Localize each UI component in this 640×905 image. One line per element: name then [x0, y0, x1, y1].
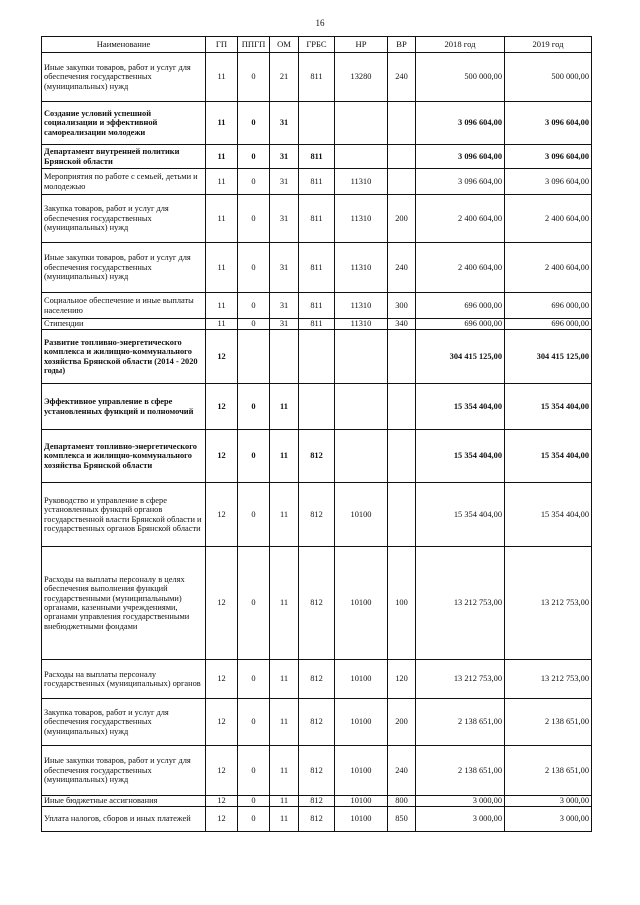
cell-y2019: 2 138 651,00 [505, 746, 592, 796]
cell-name: Департамент топливно-энергетического комплекса и жилищно-коммунального хозяйства Брянской области [42, 430, 206, 483]
cell-vr [388, 169, 416, 195]
table-row [42, 169, 592, 195]
cell-vr: 240 [388, 53, 416, 102]
cell-y2019: 15 354 404,00 [505, 384, 592, 430]
cell-ppgp: 0 [238, 293, 270, 319]
cell-name: Мероприятия по работе с семьей, детьми и молодежью [42, 169, 206, 195]
header-row [42, 37, 592, 53]
cell-grbs: 812 [299, 746, 335, 796]
cell-y2018: 696 000,00 [416, 319, 505, 330]
cell-om: 31 [270, 195, 299, 243]
cell-np: 11310 [335, 195, 388, 243]
cell-name: Руководство и управление в сфере установленных функций органов государственной власти Брянской области и государственных органов Брянской области [42, 483, 206, 547]
cell-grbs: 811 [299, 319, 335, 330]
cell-name: Уплата налогов, сборов и иных платежей [42, 807, 206, 832]
cell-gp: 12 [206, 807, 238, 832]
cell-np: 11310 [335, 169, 388, 195]
cell-ppgp: 0 [238, 660, 270, 699]
table-row [42, 430, 592, 483]
cell-ppgp: 0 [238, 169, 270, 195]
cell-y2018: 15 354 404,00 [416, 483, 505, 547]
cell-vr [388, 483, 416, 547]
cell-np [335, 330, 388, 384]
cell-y2018: 500 000,00 [416, 53, 505, 102]
cell-np: 10100 [335, 547, 388, 660]
cell-y2019: 2 400 604,00 [505, 243, 592, 293]
cell-ppgp: 0 [238, 547, 270, 660]
cell-name: Расходы на выплаты персоналу в целях обеспечения выполнения функций государственными (муниципальными) органами, казенными учреждениями, органами управления государственными внебюджетными фондами [42, 547, 206, 660]
cell-ppgp: 0 [238, 746, 270, 796]
cell-vr: 340 [388, 319, 416, 330]
cell-grbs [299, 330, 335, 384]
cell-gp: 12 [206, 430, 238, 483]
cell-y2019: 2 138 651,00 [505, 699, 592, 746]
cell-y2019: 3 096 604,00 [505, 145, 592, 169]
cell-om: 11 [270, 660, 299, 699]
cell-np [335, 430, 388, 483]
budget-table [41, 36, 592, 832]
table-row [42, 243, 592, 293]
cell-ppgp: 0 [238, 319, 270, 330]
cell-om: 11 [270, 430, 299, 483]
cell-grbs: 812 [299, 430, 335, 483]
cell-vr [388, 430, 416, 483]
cell-name: Социальное обеспечение и иные выплаты населению [42, 293, 206, 319]
cell-om: 31 [270, 243, 299, 293]
cell-y2019: 500 000,00 [505, 53, 592, 102]
table-row [42, 53, 592, 102]
cell-vr: 200 [388, 699, 416, 746]
cell-gp: 12 [206, 547, 238, 660]
cell-om: 31 [270, 169, 299, 195]
cell-y2019: 15 354 404,00 [505, 483, 592, 547]
cell-gp: 12 [206, 699, 238, 746]
cell-y2018: 3 000,00 [416, 807, 505, 832]
cell-om: 11 [270, 483, 299, 547]
cell-om: 11 [270, 547, 299, 660]
cell-np [335, 102, 388, 145]
cell-gp: 11 [206, 195, 238, 243]
cell-y2018: 3 000,00 [416, 796, 505, 807]
cell-vr [388, 145, 416, 169]
cell-ppgp: 0 [238, 807, 270, 832]
cell-vr: 240 [388, 746, 416, 796]
cell-om: 11 [270, 384, 299, 430]
header-grbs: ГРБС [299, 37, 335, 53]
cell-vr: 300 [388, 293, 416, 319]
table-row [42, 547, 592, 660]
cell-np [335, 384, 388, 430]
cell-om: 21 [270, 53, 299, 102]
cell-y2019: 13 212 753,00 [505, 547, 592, 660]
table-row [42, 807, 592, 832]
cell-om: 11 [270, 796, 299, 807]
cell-gp: 11 [206, 102, 238, 145]
cell-y2019: 3 000,00 [505, 807, 592, 832]
cell-vr: 120 [388, 660, 416, 699]
table-row [42, 483, 592, 547]
table-row [42, 699, 592, 746]
header-2018: 2018 год [416, 37, 505, 53]
cell-vr [388, 330, 416, 384]
cell-grbs: 812 [299, 796, 335, 807]
cell-grbs: 811 [299, 53, 335, 102]
cell-name: Иные закупки товаров, работ и услуг для обеспечения государственных (муниципальных) нужд [42, 243, 206, 293]
cell-y2019: 2 400 604,00 [505, 195, 592, 243]
cell-y2018: 2 138 651,00 [416, 746, 505, 796]
cell-om: 31 [270, 102, 299, 145]
cell-ppgp: 0 [238, 102, 270, 145]
table-row [42, 145, 592, 169]
cell-y2018: 3 096 604,00 [416, 102, 505, 145]
table-row [42, 330, 592, 384]
cell-y2018: 2 400 604,00 [416, 243, 505, 293]
table-row [42, 746, 592, 796]
table-row [42, 384, 592, 430]
cell-y2019: 304 415 125,00 [505, 330, 592, 384]
table-row [42, 796, 592, 807]
cell-gp: 11 [206, 243, 238, 293]
cell-y2018: 2 138 651,00 [416, 699, 505, 746]
cell-om: 11 [270, 699, 299, 746]
cell-y2019: 696 000,00 [505, 319, 592, 330]
cell-vr: 240 [388, 243, 416, 293]
cell-np: 11310 [335, 319, 388, 330]
cell-y2018: 15 354 404,00 [416, 384, 505, 430]
cell-np: 10100 [335, 699, 388, 746]
header-gp: ГП [206, 37, 238, 53]
cell-np [335, 145, 388, 169]
cell-ppgp: 0 [238, 430, 270, 483]
cell-y2019: 3 000,00 [505, 796, 592, 807]
header-np: НР [335, 37, 388, 53]
cell-y2018: 3 096 604,00 [416, 145, 505, 169]
cell-ppgp: 0 [238, 699, 270, 746]
cell-name: Развитие топливно-энергетического комплекса и жилищно-коммунального хозяйства Брянской области (2014 - 2020 годы) [42, 330, 206, 384]
cell-name: Департамент внутренней политики Брянской области [42, 145, 206, 169]
cell-grbs [299, 384, 335, 430]
header-om: ОМ [270, 37, 299, 53]
header-vr: ВР [388, 37, 416, 53]
cell-om: 11 [270, 746, 299, 796]
cell-y2019: 3 096 604,00 [505, 102, 592, 145]
cell-np: 10100 [335, 660, 388, 699]
table-row [42, 660, 592, 699]
cell-gp: 12 [206, 483, 238, 547]
cell-grbs: 811 [299, 243, 335, 293]
cell-grbs: 812 [299, 807, 335, 832]
cell-vr: 200 [388, 195, 416, 243]
cell-grbs: 812 [299, 483, 335, 547]
cell-y2018: 696 000,00 [416, 293, 505, 319]
table-row [42, 293, 592, 319]
table-row [42, 195, 592, 243]
cell-np: 10100 [335, 796, 388, 807]
cell-om: 31 [270, 293, 299, 319]
cell-name: Закупка товаров, работ и услуг для обеспечения государственных (муниципальных) нужд [42, 195, 206, 243]
cell-gp: 11 [206, 293, 238, 319]
cell-grbs: 811 [299, 169, 335, 195]
cell-grbs: 812 [299, 660, 335, 699]
cell-name: Иные закупки товаров, работ и услуг для обеспечения государственных (муниципальных) нужд [42, 53, 206, 102]
cell-gp: 11 [206, 319, 238, 330]
cell-y2019: 15 354 404,00 [505, 430, 592, 483]
cell-grbs [299, 102, 335, 145]
cell-y2018: 13 212 753,00 [416, 660, 505, 699]
cell-vr [388, 102, 416, 145]
cell-name: Иные бюджетные ассигнования [42, 796, 206, 807]
cell-gp: 12 [206, 746, 238, 796]
cell-name: Расходы на выплаты персоналу государственных (муниципальных) органов [42, 660, 206, 699]
cell-name: Стипендии [42, 319, 206, 330]
cell-gp: 11 [206, 169, 238, 195]
cell-grbs: 812 [299, 699, 335, 746]
cell-y2019: 696 000,00 [505, 293, 592, 319]
cell-vr: 850 [388, 807, 416, 832]
page-number: 16 [315, 18, 325, 28]
cell-name: Создание условий успешной социализации и эффективной самореализации молодежи [42, 102, 206, 145]
cell-name: Иные закупки товаров, работ и услуг для обеспечения государственных (муниципальных) нужд [42, 746, 206, 796]
cell-grbs: 811 [299, 293, 335, 319]
cell-vr [388, 384, 416, 430]
cell-y2019: 3 096 604,00 [505, 169, 592, 195]
cell-np: 13280 [335, 53, 388, 102]
cell-np: 11310 [335, 293, 388, 319]
cell-name: Эффективное управление в сфере установленных функций и полномочий [42, 384, 206, 430]
cell-om: 31 [270, 145, 299, 169]
cell-om: 31 [270, 319, 299, 330]
cell-vr: 100 [388, 547, 416, 660]
cell-ppgp: 0 [238, 483, 270, 547]
cell-y2019: 13 212 753,00 [505, 660, 592, 699]
table-row [42, 319, 592, 330]
cell-gp: 11 [206, 145, 238, 169]
cell-y2018: 304 415 125,00 [416, 330, 505, 384]
cell-y2018: 3 096 604,00 [416, 169, 505, 195]
cell-grbs: 812 [299, 547, 335, 660]
cell-om [270, 330, 299, 384]
cell-y2018: 2 400 604,00 [416, 195, 505, 243]
cell-ppgp [238, 330, 270, 384]
cell-np: 10100 [335, 746, 388, 796]
cell-np: 10100 [335, 807, 388, 832]
cell-ppgp: 0 [238, 145, 270, 169]
cell-ppgp: 0 [238, 195, 270, 243]
cell-np: 11310 [335, 243, 388, 293]
cell-gp: 11 [206, 53, 238, 102]
cell-gp: 12 [206, 384, 238, 430]
cell-y2018: 13 212 753,00 [416, 547, 505, 660]
cell-ppgp: 0 [238, 243, 270, 293]
cell-om: 11 [270, 807, 299, 832]
cell-y2018: 15 354 404,00 [416, 430, 505, 483]
cell-ppgp: 0 [238, 53, 270, 102]
cell-ppgp: 0 [238, 384, 270, 430]
header-ppgp: ППГП [238, 37, 270, 53]
cell-grbs: 811 [299, 145, 335, 169]
cell-gp: 12 [206, 330, 238, 384]
header-2019: 2019 год [505, 37, 592, 53]
header-name: Наименование [42, 37, 206, 53]
cell-grbs: 811 [299, 195, 335, 243]
cell-name: Закупка товаров, работ и услуг для обеспечения государственных (муниципальных) нужд [42, 699, 206, 746]
cell-vr: 800 [388, 796, 416, 807]
table-row [42, 102, 592, 145]
cell-ppgp: 0 [238, 796, 270, 807]
cell-gp: 12 [206, 660, 238, 699]
cell-gp: 12 [206, 796, 238, 807]
cell-np: 10100 [335, 483, 388, 547]
